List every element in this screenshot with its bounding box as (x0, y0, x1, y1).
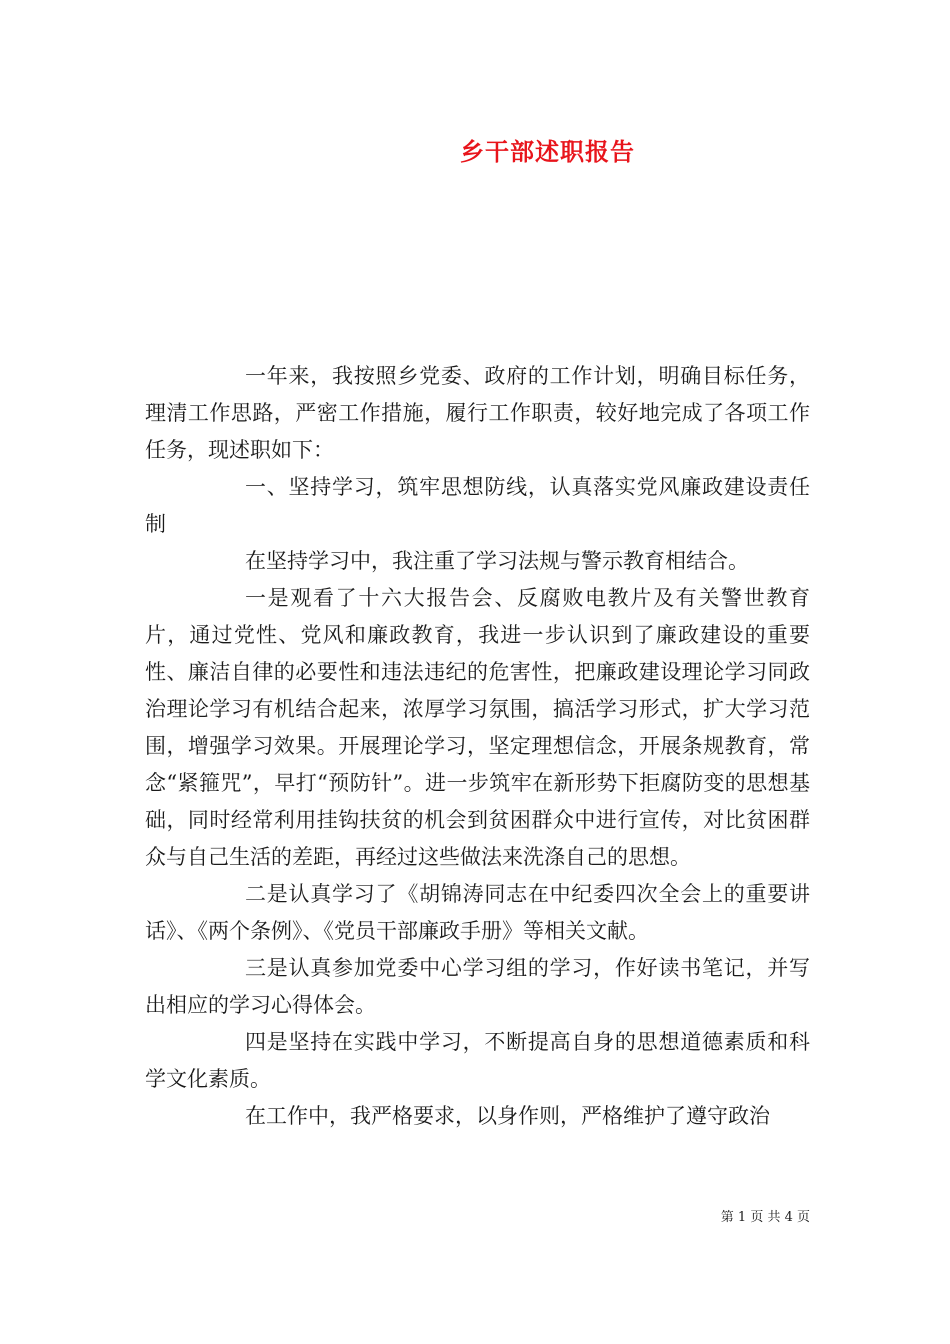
paragraph: 在工作中，我严格要求，以身作则，严格维护了遵守政治 (245, 1104, 770, 1128)
paragraph: 三是认真参加党委中心学习组的学习，作好读书笔记，并写出相应的学习心得体会。 (145, 956, 810, 1017)
paragraph: 二是认真学习了《胡锦涛同志在中纪委四次全会上的重要讲话》、《两个条例》、《党员干部廉政手册》等相关文献。 (145, 882, 810, 943)
page-number-footer: 第 1 页 共 4 页 (720, 1210, 810, 1225)
document-body (145, 358, 810, 1135)
paragraph-section-heading: 一、坚持学习，筑牢思想防线，认真落实党风廉政建设责任制 (145, 475, 810, 536)
paragraph: 四是坚持在实践中学习，不断提高自身的思想道德素质和科学文化素质。 (145, 1030, 810, 1091)
paragraph: 在坚持学习中，我注重了学习法规与警示教育相结合。 (245, 549, 749, 573)
paragraph-intro: 一年来，我按照乡党委、政府的工作计划，明确目标任务，理清工作思路，严密工作措施，履行工作职责，较好地完成了各项工作任务，现述职如下： (145, 364, 810, 462)
paragraph: 一是观看了十六大报告会、反腐败电教片及有关警世教育片，通过党性、党风和廉政教育，我进一步认识到了廉政建设的重要性、廉洁自律的必要性和违法违纪的危害性，把廉政建设理论学习同政治理论学习有机结合起来，浓厚学习氛围，搞活学习形式，扩大学习范围，增强学习效果。开展理论学习，坚定理想信念，开展条规教育，常念“紧箍咒”，早打“预防针”。进一步筑牢在新形势下拒腐防变的思想基础，同时经常利用挂钩扶贫的机会到贫困群众中进行宣传，对比贫困群众与自己生活的差距，再经过这些做法来洗涤自己的思想。 (145, 586, 810, 869)
document-title: 乡干部述职报告 (460, 137, 635, 166)
